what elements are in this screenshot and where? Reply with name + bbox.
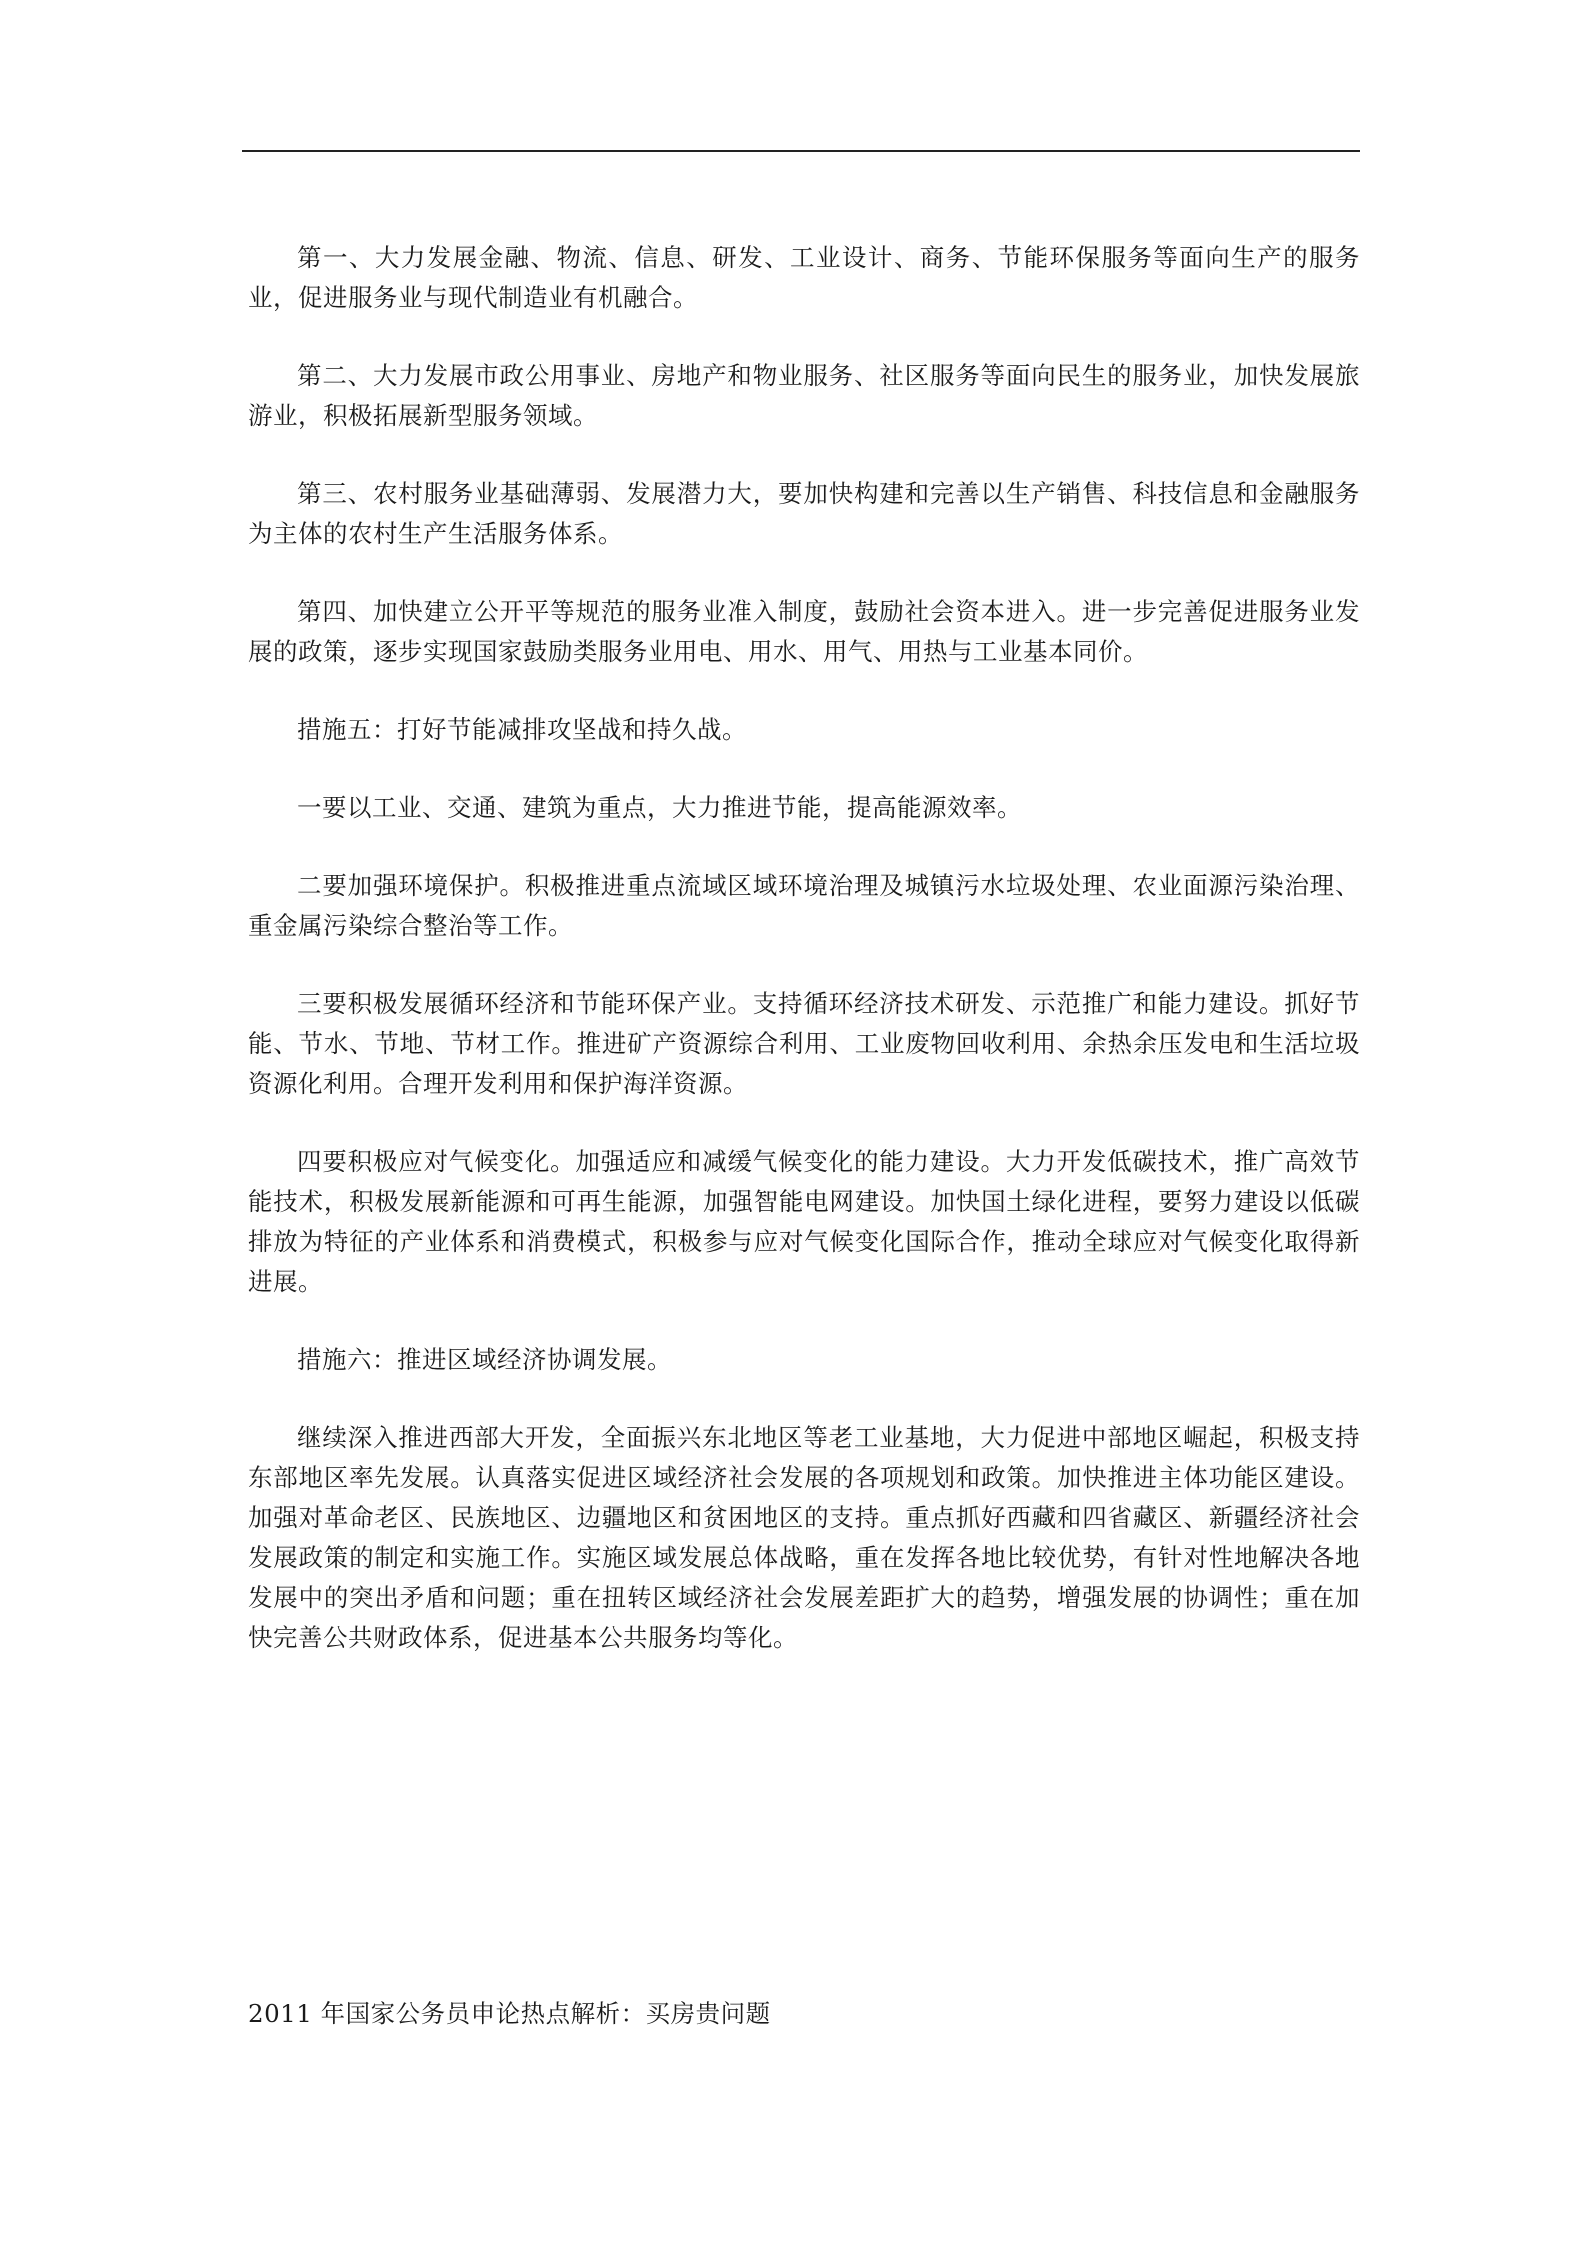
measure-six-heading: 措施六：推进区域经济协调发展。	[297, 1345, 672, 1374]
paragraph-8: 三要积极发展循环经济和节能环保产业。支持循环经济技术研发、示范推广和能力建设。抓好节能、节水、节地、节材工作。推进矿产资源综合利用、工业废物回收利用、余热余压发电和生活垃圾资源化利用。合理开发利用和保护海洋资源。	[248, 989, 1360, 1098]
paragraph-7: 二要加强环境保护。积极推进重点流域区域环境治理及城镇污水垃圾处理、农业面源污染治理、重金属污染综合整治等工作。	[248, 871, 1360, 940]
next-article-title: 2011 年国家公务员申论热点解析：买房贵问题	[248, 1999, 771, 2028]
paragraph-9: 四要积极应对气候变化。加强适应和减缓气候变化的能力建设。大力开发低碳技术，推广高效节能技术，积极发展新能源和可再生能源，加强智能电网建设。加快国土绿化进程，要努力建设以低碳排放为特征的产业体系和消费模式，积极参与应对气候变化国际合作，推动全球应对气候变化取得新进展。	[248, 1147, 1360, 1296]
measure-five-heading: 措施五：打好节能减排攻坚战和持久战。	[297, 715, 747, 744]
paragraph-6: 一要以工业、交通、建筑为重点，大力推进节能，提高能源效率。	[297, 793, 1022, 822]
paragraph-11: 继续深入推进西部大开发，全面振兴东北地区等老工业基地，大力促进中部地区崛起，积极支持东部地区率先发展。认真落实促进区域经济社会发展的各项规划和政策。加快推进主体功能区建设。加强对革命老区、民族地区、边疆地区和贫困地区的支持。重点抓好西藏和四省藏区、新疆经济社会发展政策的制定和实施工作。实施区域发展总体战略，重在发挥各地比较优势，有针对性地解决各地发展中的突出矛盾和问题；重在扭转区域经济社会发展差距扩大的趋势，增强发展的协调性；重在加快完善公共财政体系，促进基本公共服务均等化。	[248, 1423, 1360, 1652]
document-body	[248, 238, 1360, 1696]
header-rule	[242, 150, 1360, 152]
paragraph-1: 第一、大力发展金融、物流、信息、研发、工业设计、商务、节能环保服务等面向生产的服务业，促进服务业与现代制造业有机融合。	[248, 243, 1360, 312]
paragraph-4: 第四、加快建立公开平等规范的服务业准入制度，鼓励社会资本进入。进一步完善促进服务业发展的政策，逐步实现国家鼓励类服务业用电、用水、用气、用热与工业基本同价。	[248, 597, 1360, 666]
paragraph-3: 第三、农村服务业基础薄弱、发展潜力大，要加快构建和完善以生产销售、科技信息和金融服务为主体的农村生产生活服务体系。	[248, 479, 1360, 548]
paragraph-2: 第二、大力发展市政公用事业、房地产和物业服务、社区服务等面向民生的服务业，加快发展旅游业，积极拓展新型服务领域。	[248, 361, 1360, 430]
